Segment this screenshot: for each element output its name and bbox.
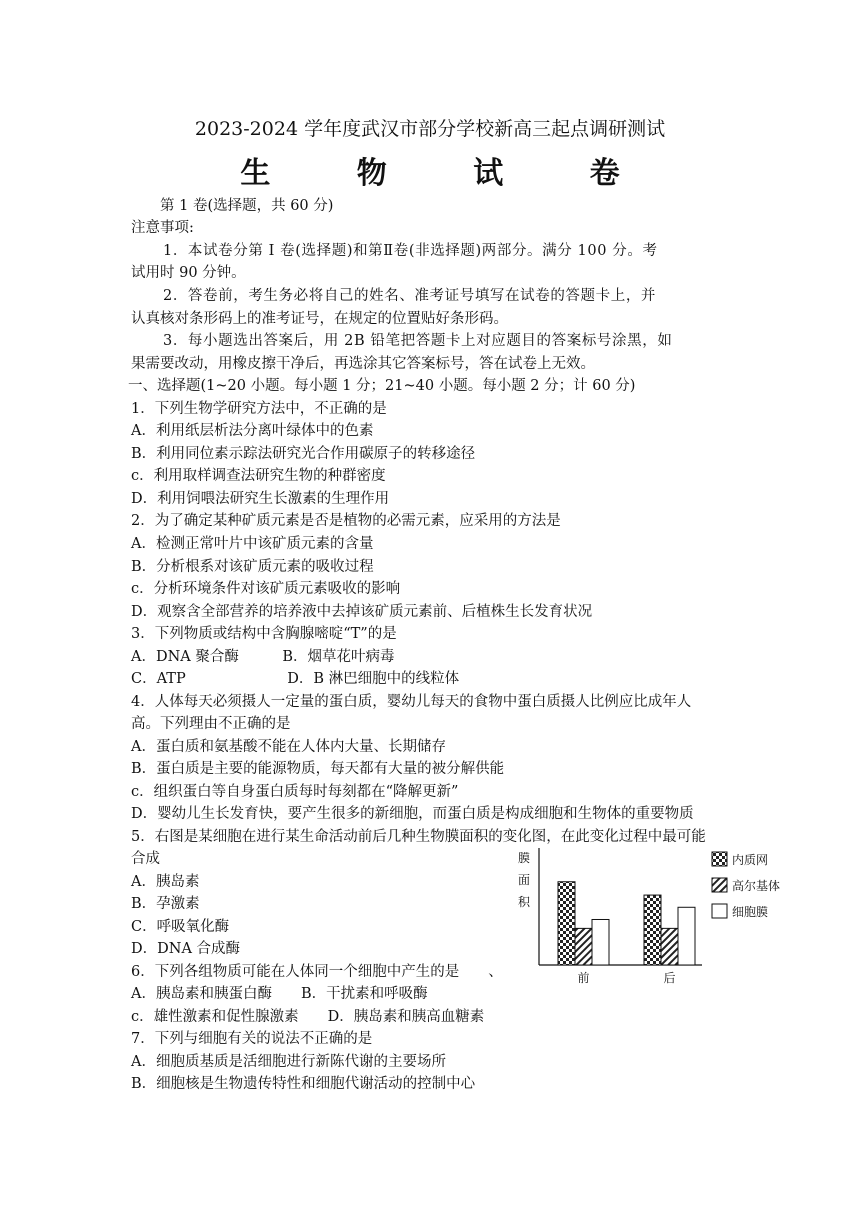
option: C．呼吸氧化酶	[131, 919, 230, 935]
notice-line: 认真核对条形码上的准考证号，在规定的位置贴好条形码。	[131, 311, 508, 327]
option: B．细胞核是生物遗传特性和细胞代谢活动的控制中心	[131, 1076, 476, 1092]
question-stem: 高。下列理由不正确的是	[131, 716, 291, 732]
option: A．胰岛素	[131, 874, 200, 890]
y-axis-label-char: 面	[518, 873, 531, 887]
question-stem: 3．下列物质或结构中含胸腺嘧啶“T”的是	[131, 626, 397, 642]
bar-0-2	[592, 919, 609, 965]
notice-line: 2．答卷前，考生务必将自己的姓名、准考证号填写在试卷的答题卡上，并	[163, 288, 657, 304]
legend-label: 内质网	[732, 853, 769, 867]
option: D．婴幼儿生长发育快，要产生很多的新细胞，而蛋白质是构成细胞和生物体的重要物质	[131, 806, 694, 822]
option: A．DNA 聚合酶 B．烟草花叶病毒	[131, 649, 395, 665]
membrane-area-chart	[512, 844, 792, 986]
legend-label: 细胞膜	[732, 905, 769, 919]
legend-swatch	[712, 852, 727, 866]
y-axis-label-char: 膜	[518, 851, 531, 865]
option: c．分析环境条件对该矿质元素吸收的影响	[131, 581, 401, 597]
option: D．观察含全部营养的培养液中去掉该矿质元素前、后植株生长发育状况	[131, 604, 593, 620]
option: A．细胞质基质是活细胞进行新陈代谢的主要场所	[131, 1054, 446, 1070]
bar-1-0	[644, 895, 661, 965]
option: A．胰岛素和胰蛋白酶 B．干扰素和呼吸酶	[131, 986, 428, 1002]
bar-1-1	[661, 928, 678, 965]
question-stem: 1．下列生物学研究方法中，不正确的是	[131, 401, 387, 417]
legend-label: 高尔基体	[732, 879, 781, 893]
legend-swatch	[712, 878, 727, 892]
bar-0-0	[558, 882, 575, 965]
bar-0-1	[575, 928, 592, 965]
legend-swatch	[712, 904, 727, 918]
y-axis-label-char: 积	[518, 895, 531, 909]
option: C．ATP D．B 淋巴细胞中的线粒体	[131, 671, 460, 687]
x-tick-label: 前	[577, 971, 590, 985]
question-stem: 4．人体每天必须摄人一定量的蛋白质，婴幼儿每天的食物中蛋白质摄人比例应比成年人	[131, 694, 692, 710]
exam-title: 2023-2024 学年度武汉市部分学校新高三起点调研测试	[194, 118, 666, 140]
notice-line: 果需要改动，用橡皮擦干净后，再选涂其它答案标号，答在试卷上无效。	[131, 356, 595, 372]
option: c．雄性激素和促性腺激素 D．胰岛素和胰高血糖素	[131, 1009, 485, 1025]
notice-line: 3．每小题选出答案后，用 2B 铅笔把答题卡上对应题目的答案标号涂黑，如	[163, 333, 673, 349]
option: A．利用纸层析法分离叶绿体中的色素	[131, 423, 374, 439]
question-stem: 6．下列各组物质可能在人体同一个细胞中产生的是 、	[131, 964, 503, 980]
option: B．分析根系对该矿质元素的吸收过程	[131, 559, 374, 575]
option: c．组织蛋白等自身蛋白质每时每刻都在“降解更新”	[131, 784, 459, 800]
option: D．DNA 合成酶	[131, 941, 241, 957]
x-tick-label: 后	[663, 971, 676, 985]
bar-1-2	[678, 907, 695, 965]
option: A．蛋白质和氨基酸不能在人体内大量、长期储存	[131, 739, 446, 755]
question-stem: 5．右图是某细胞在进行某生命活动前后几种生物膜面积的变化图，在此变化过程中最可能	[131, 829, 706, 845]
notice-line: 试用时 90 分钟。	[131, 265, 246, 281]
question-stem: 7．下列与细胞有关的说法不正确的是	[131, 1031, 373, 1047]
option: B．利用同位素示踪法研究光合作用碳原子的转移途径	[131, 446, 476, 462]
section-heading: 第 1 卷(选择题，共 60 分)	[160, 198, 334, 214]
question-stem: 2．为了确定某种矿质元素是否是植物的必需元素，应采用的方法是	[131, 513, 561, 529]
notice-line: 1．本试卷分第 I 卷(选择题)和第Ⅱ卷(非选择题)两部分。满分 100 分。考	[163, 243, 658, 259]
option: c．利用取样调查法研究生物的种群密度	[131, 468, 386, 484]
option: B．蛋白质是主要的能源物质，每天都有大量的被分解供能	[131, 761, 505, 777]
section-instructions: 一、选择题(1~20 小题。每小题 1 分；21~40 小题。每小题 2 分；计 60 分)	[128, 378, 636, 394]
option: A．检测正常叶片中该矿质元素的含量	[131, 536, 374, 552]
option: B．孕激素	[131, 896, 200, 912]
exam-subtitle: 生 物 试 卷	[240, 156, 658, 191]
question-stem: 合成	[131, 851, 160, 867]
notice-heading: 注意事项:	[131, 220, 194, 236]
option: D．利用饲喂法研究生长激素的生理作用	[131, 491, 390, 507]
